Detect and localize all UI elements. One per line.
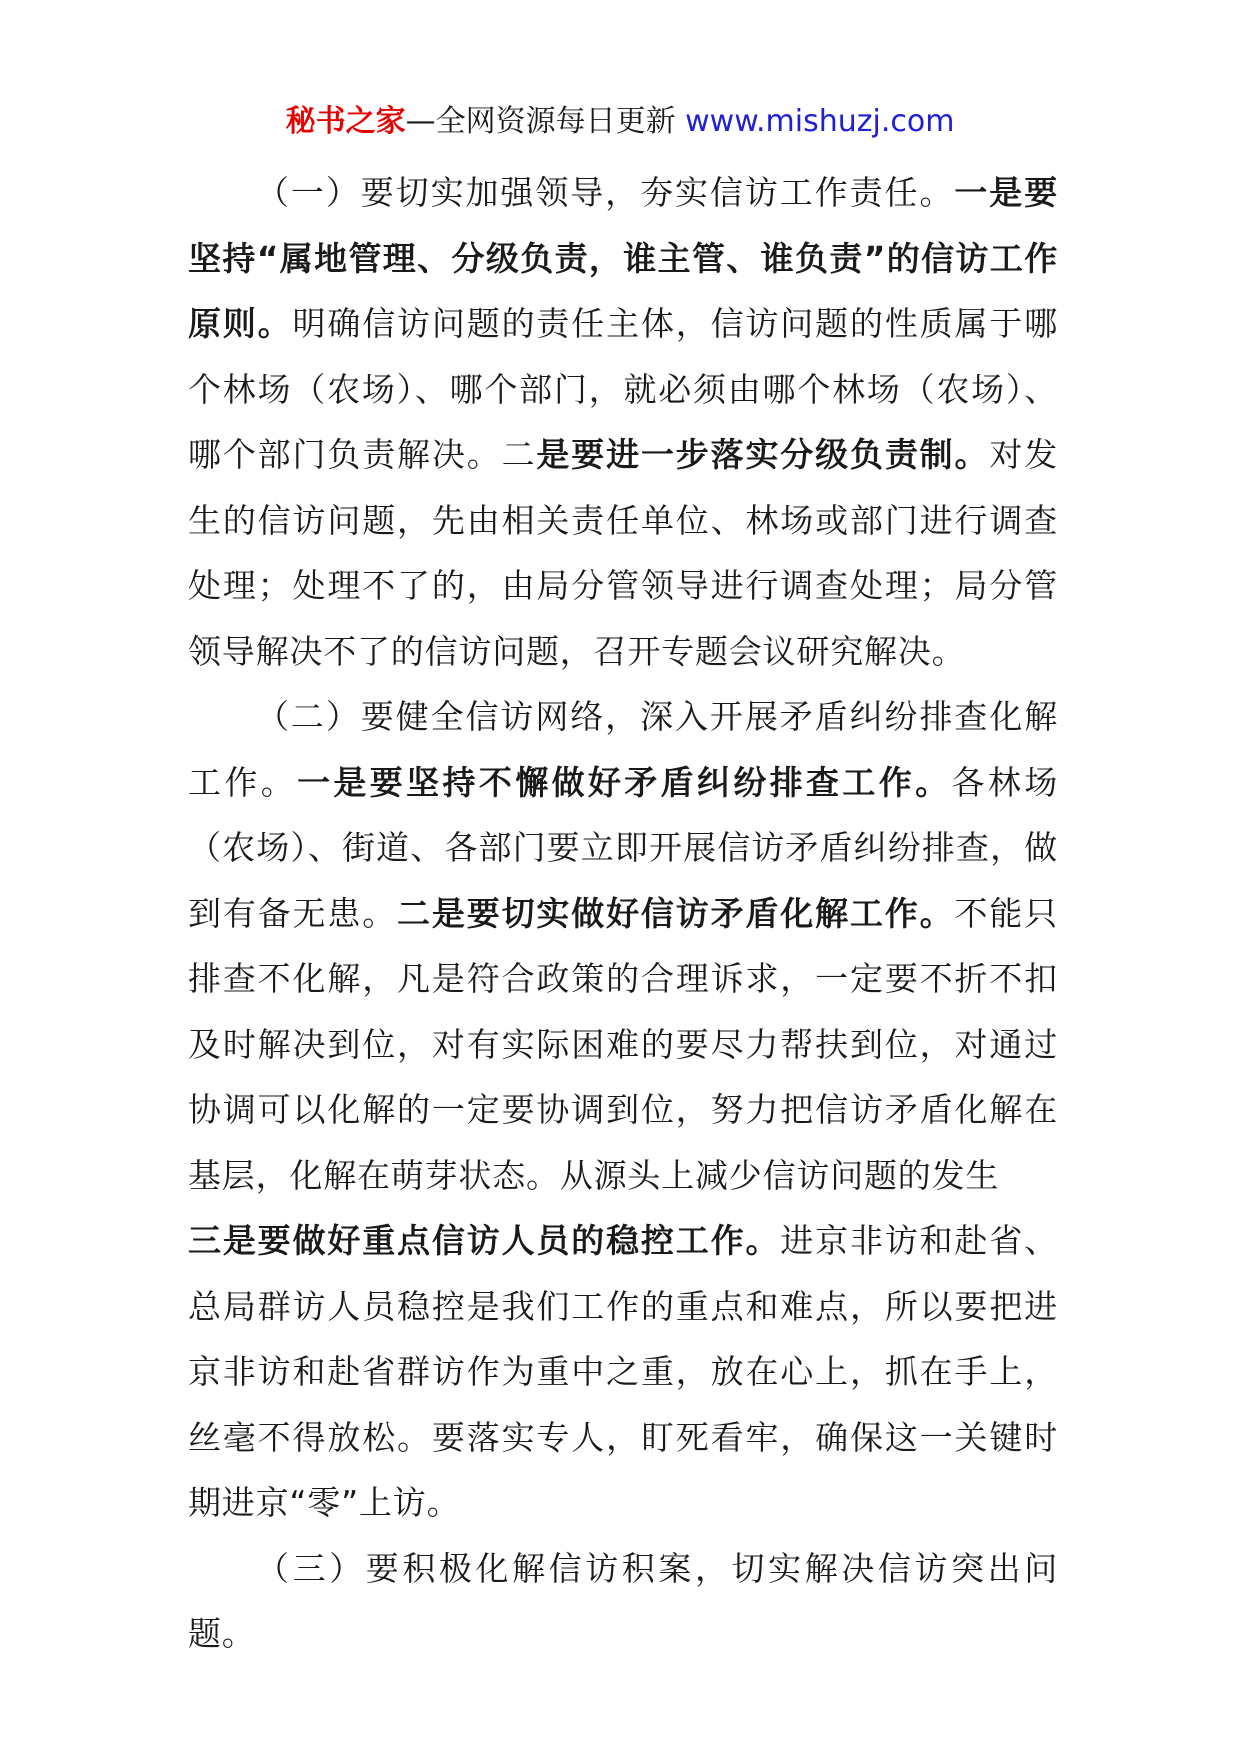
bold-text-run: 一是要坚持不懈做好矛盾纠纷排查工作。 <box>297 762 952 802</box>
bold-text-run: 一是要坚持“属地管理、分级负责，谁主管、谁负责”的信访工作原则。 <box>188 173 1058 343</box>
text-run: 不能只排查不化解，凡是符合政策的合理诉求，一定要不折不扣及时解决到位，对有实际困难的要尽力帮扶到位，对通过协调可以化解的一定要协调到位，努力把信访矛盾化解在基层，化解在萌芽状态。从源头上减少信访问题的发生 <box>188 893 1058 1195</box>
paragraph-4 <box>188 1536 1058 1667</box>
text-run: 对发生的信访问题，先由相关责任单位、林场或部门进行调查处理；处理不了的，由局分管领导进行调查处理；局分管领导解决不了的信访问题，召开专题会议研究解决。 <box>188 435 1059 671</box>
bold-text-run: 二是要切实做好信访矛盾化解工作。 <box>397 893 955 933</box>
bold-text-run: 三是要做好重点信访人员的稳控工作。 <box>188 1221 781 1260</box>
text-run: 明确信访问题的责任主体，信访问题的性质属于哪个林场（农场）、哪个部门，就必须由哪个林场（农场）、哪个部门负责解决。二 <box>188 304 1058 474</box>
text-run: （三）要积极化解信访积案，切实解决信访突出问题。 <box>188 1548 1058 1653</box>
bold-text-run: 是要进一步落实分级负责制。 <box>536 435 990 474</box>
site-tagline: —全网资源每日更新 <box>405 104 686 139</box>
site-header <box>0 102 1240 142</box>
site-url-link[interactable]: www.mishuzj.com <box>685 104 955 139</box>
paragraph-2 <box>188 684 1058 1208</box>
text-run: 进京非访和赴省、总局群访人员稳控是我们工作的重点和难点，所以要把进京非访和赴省群访作为重中之重，放在心上，抓在手上，丝毫不得放松。要落实专人，盯死看牢，确保这一关键时期进京“零”上访。 <box>188 1221 1058 1522</box>
text-run: （一）要切实加强领导，夯实信访工作责任。 <box>256 173 955 212</box>
paragraph-1 <box>188 160 1058 684</box>
paragraph-3 <box>188 1208 1058 1536</box>
site-brand: 秘书之家 <box>285 104 406 139</box>
text-run: （二）要健全信访网络，深入开展矛盾纠纷排查化解工作。 <box>188 697 1058 802</box>
document-body <box>188 160 1058 1667</box>
text-run: 各林场（农场）、街道、各部门要立即开展信访矛盾纠纷排查，做到有备无患。 <box>188 762 1058 933</box>
